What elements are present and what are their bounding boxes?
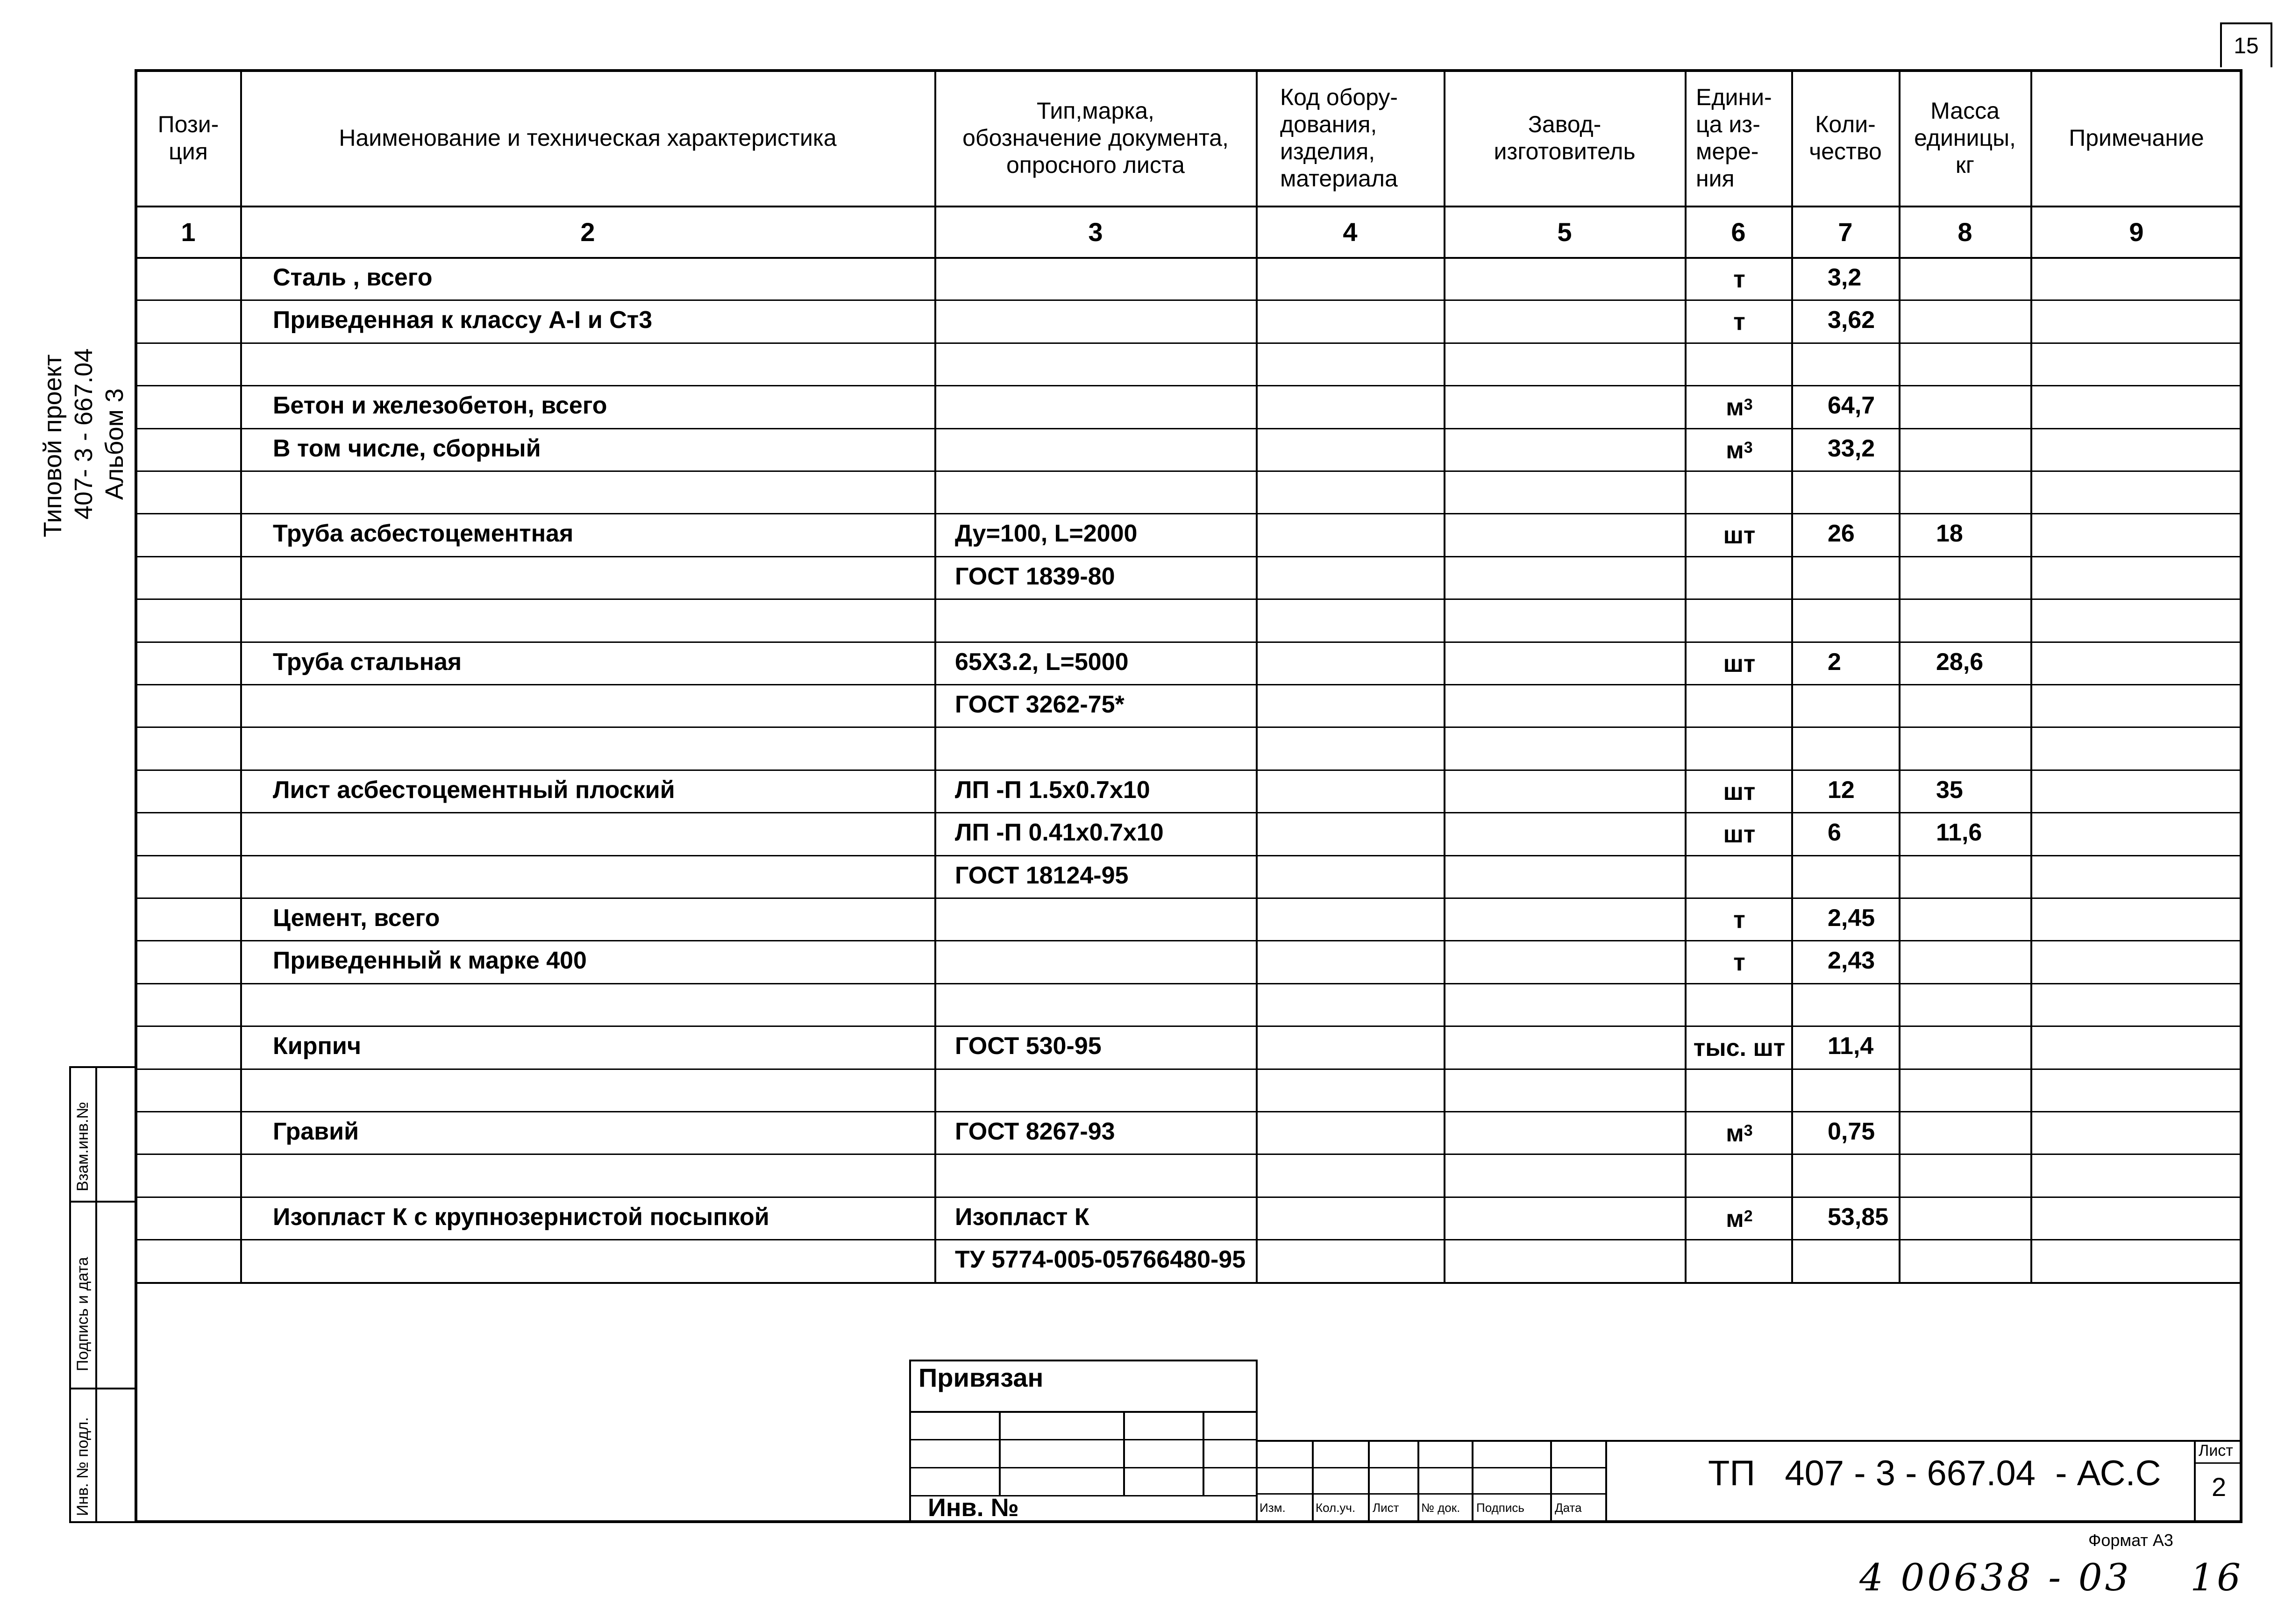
- row-type: Ду=100, L=2000: [955, 520, 1138, 548]
- colnum-3: 3: [1088, 217, 1103, 247]
- header-code: Код обору- дования, изделия, материала: [1280, 84, 1398, 192]
- row-line: [135, 983, 2242, 984]
- row-unit-text: м: [1726, 394, 1744, 421]
- row-unit: [1687, 778, 1792, 806]
- rev-col-izm: Изм.: [1260, 1501, 1286, 1515]
- row-type: ГОСТ 1839-80: [955, 563, 1115, 590]
- rev-v4: [1472, 1440, 1473, 1523]
- row-line: [135, 1068, 2242, 1070]
- side-strip-top: [69, 1066, 136, 1068]
- row-unit: [1687, 1034, 1792, 1062]
- row-mass: 35: [1936, 776, 1963, 804]
- row-unit-text: т: [1733, 266, 1745, 293]
- stamp-sub-v3: [1203, 1411, 1204, 1495]
- side-strip-sep2: [69, 1388, 136, 1389]
- row-type: ЛП -П 0.41х0.7х10: [955, 819, 1164, 847]
- colnum-7: 7: [1838, 217, 1853, 247]
- side-title-line1: Типовой проект: [39, 354, 67, 537]
- row-line: [135, 897, 2242, 899]
- row-quantity: 12: [1828, 776, 1855, 804]
- rev-v3: [1417, 1440, 1419, 1523]
- stamp-row3: [909, 1467, 1258, 1468]
- row-quantity: 26: [1828, 520, 1855, 548]
- row-unit-text: шт: [1723, 650, 1756, 677]
- row-unit: [1687, 308, 1792, 336]
- header-position: Пози- ция: [157, 111, 219, 164]
- format-label: Формат А3: [2088, 1531, 2173, 1550]
- row-name: Труба стальная: [273, 648, 462, 676]
- row-quantity: 2: [1828, 648, 1841, 676]
- header-quantity: Коли- чество: [1809, 111, 1882, 164]
- row-line: [135, 598, 2242, 600]
- row-line: [135, 385, 2242, 386]
- handwritten-number: 4 00638 - 03 16: [1859, 1556, 2244, 1599]
- row-type: ГОСТ 530-95: [955, 1033, 1102, 1060]
- row-type: ГОСТ 18124-95: [955, 862, 1129, 889]
- row-mass: 18: [1936, 520, 1963, 548]
- row-quantity: 64,7: [1828, 392, 1875, 420]
- row-unit-exponent: 3: [1744, 1122, 1753, 1140]
- row-line: [135, 470, 2242, 472]
- stamp-vzam-inv: Взам.инв.№: [74, 1102, 92, 1191]
- row-unit-text: м: [1726, 1205, 1744, 1232]
- row-unit-text: м: [1726, 436, 1744, 464]
- doc-designation: ТП 407 - 3 - 667.04 - АС.С: [1708, 1453, 2161, 1493]
- rev-col-kol: Кол.уч.: [1316, 1501, 1356, 1515]
- row-quantity: 11,4: [1828, 1033, 1874, 1060]
- row-unit: [1687, 393, 1792, 421]
- header-mass: Масса единицы, кг: [1914, 98, 2016, 178]
- sheet-value: 2: [2212, 1472, 2227, 1502]
- sheet-label: Лист: [2199, 1442, 2233, 1460]
- side-strip-sep1: [69, 1201, 136, 1203]
- stamp-top-border: [909, 1360, 1258, 1361]
- row-line: [135, 769, 2242, 771]
- row-line: [135, 299, 2242, 301]
- rev-col-podpis: Подпись: [1476, 1501, 1524, 1515]
- rev-v6: [1605, 1440, 1607, 1523]
- sheet-box-sep: [2194, 1462, 2242, 1464]
- colnum-9: 9: [2129, 217, 2144, 247]
- stamp-inv-podl: Инв. № подл.: [74, 1417, 92, 1516]
- row-line: [135, 1154, 2242, 1155]
- row-mass: 11,6: [1936, 819, 1982, 847]
- row-type: Изопласт К: [955, 1203, 1089, 1231]
- row-unit: [1687, 1119, 1792, 1147]
- row-unit-text: т: [1733, 308, 1745, 336]
- row-name: Гравий: [273, 1118, 359, 1145]
- rev-col-doc: № док.: [1421, 1501, 1460, 1515]
- colnum-5: 5: [1557, 217, 1572, 247]
- row-quantity: 6: [1828, 819, 1841, 847]
- row-unit-exponent: 3: [1744, 438, 1753, 456]
- row-unit-text: т: [1733, 906, 1745, 933]
- stamp-sub-v1: [999, 1411, 1001, 1495]
- row-name: Лист асбестоцементный плоский: [273, 776, 675, 804]
- row-unit-exponent: 2: [1744, 1207, 1753, 1225]
- colnum-8: 8: [1957, 217, 1972, 247]
- row-unit-text: тыс. шт: [1693, 1034, 1786, 1062]
- row-name: Кирпич: [273, 1033, 362, 1060]
- rev-row1: [1256, 1467, 1605, 1468]
- row-quantity: 3,62: [1828, 306, 1875, 334]
- stamp-row1: [909, 1411, 1258, 1413]
- row-line: [135, 1197, 2242, 1198]
- stamp-privyazan: Привязан: [918, 1363, 1044, 1392]
- rev-col-data: Дата: [1555, 1501, 1582, 1515]
- header-name: Наименование и техническая характеристика: [339, 125, 837, 151]
- rev-row2: [1256, 1493, 1605, 1495]
- row-quantity: 2,45: [1828, 905, 1875, 932]
- side-strip-bottom: [69, 1521, 136, 1523]
- row-unit-text: шт: [1723, 821, 1756, 848]
- row-type: 65Х3.2, L=5000: [955, 648, 1129, 676]
- row-type: ТУ 5774-005-05766480-95: [955, 1246, 1246, 1274]
- row-mass: 28,6: [1936, 648, 1984, 676]
- sheet-box-left: [2194, 1440, 2196, 1523]
- row-line: [135, 684, 2242, 685]
- row-type: ЛП -П 1.5х0.7х10: [955, 776, 1150, 804]
- row-line: [135, 1111, 2242, 1112]
- side-title-line2: 407- 3 - 667.04: [70, 348, 98, 520]
- row-line: [135, 855, 2242, 856]
- row-line: [135, 940, 2242, 941]
- row-unit-exponent: 3: [1744, 396, 1753, 414]
- colnum-1: 1: [181, 217, 196, 247]
- row-unit-text: шт: [1723, 778, 1756, 805]
- header-unit: Едини- ца из- мере- ния: [1696, 84, 1772, 192]
- row-line: [135, 513, 2242, 514]
- stamp-left-border: [909, 1360, 911, 1523]
- row-unit: [1687, 1205, 1792, 1233]
- side-title-line3: Альбом 3: [100, 388, 128, 500]
- row-unit: [1687, 820, 1792, 848]
- row-unit: [1687, 650, 1792, 678]
- row-type: ГОСТ 8267-93: [955, 1118, 1115, 1145]
- header-type: Тип,марка, обозначение документа, опросного листа: [962, 98, 1229, 178]
- stamp-sub-v2: [1123, 1411, 1125, 1495]
- row-line: [135, 727, 2242, 728]
- colnum-2: 2: [580, 217, 595, 247]
- side-strip-border: [69, 1066, 71, 1523]
- row-name: Сталь , всего: [273, 264, 433, 291]
- row-unit: [1687, 906, 1792, 934]
- row-quantity: 3,2: [1828, 264, 1862, 291]
- row-line: [135, 1239, 2242, 1240]
- side-strip-divider: [95, 1066, 97, 1523]
- row-unit-text: т: [1733, 949, 1745, 976]
- colnum-4: 4: [1343, 217, 1358, 247]
- row-unit: [1687, 436, 1792, 464]
- row-line: [135, 428, 2242, 429]
- row-name: Бетон и железобетон, всего: [273, 392, 607, 420]
- row-name: Цемент, всего: [273, 905, 440, 932]
- row-unit-text: шт: [1723, 522, 1756, 549]
- row-unit-text: м: [1726, 1120, 1744, 1147]
- rev-v5: [1550, 1440, 1552, 1523]
- stamp-row2: [909, 1439, 1258, 1440]
- row-line: [135, 342, 2242, 344]
- row-unit: [1687, 521, 1792, 549]
- stamp-podpis-data: Подпись и дата: [74, 1257, 92, 1371]
- row-line: [135, 641, 2242, 643]
- stamp-inv-no: Инв. №: [928, 1494, 1019, 1522]
- row-unit: [1687, 265, 1792, 293]
- rev-top: [1256, 1440, 2242, 1442]
- row-quantity: 2,43: [1828, 947, 1875, 975]
- rev-v2: [1368, 1440, 1370, 1523]
- row-name: Приведенный к марке 400: [273, 947, 587, 975]
- page-number: 15: [2220, 22, 2272, 67]
- colnum-bottom: [135, 257, 2242, 259]
- row-type: ГОСТ 3262-75*: [955, 691, 1125, 718]
- row-name: В том числе, сборный: [273, 434, 541, 462]
- row-name: Труба асбестоцементная: [273, 520, 574, 548]
- row-name: Приведенная к классу А-I и Ст3: [273, 306, 653, 334]
- row-quantity: 0,75: [1828, 1118, 1875, 1145]
- row-line: [135, 556, 2242, 557]
- header-manufacturer: Завод- изготовитель: [1494, 111, 1636, 164]
- rev-col-list: Лист: [1373, 1501, 1399, 1515]
- header-note: Примечание: [2069, 125, 2204, 151]
- row-line: [135, 1026, 2242, 1027]
- row-name: Изопласт К с крупнозернистой посыпкой: [273, 1203, 769, 1231]
- row-quantity: 33,2: [1828, 434, 1875, 462]
- row-line: [135, 812, 2242, 813]
- row-unit: [1687, 948, 1792, 976]
- row-quantity: 53,85: [1828, 1203, 1889, 1231]
- colnum-6: 6: [1731, 217, 1746, 247]
- table-bottom: [135, 1282, 2242, 1284]
- rev-v1: [1312, 1440, 1314, 1523]
